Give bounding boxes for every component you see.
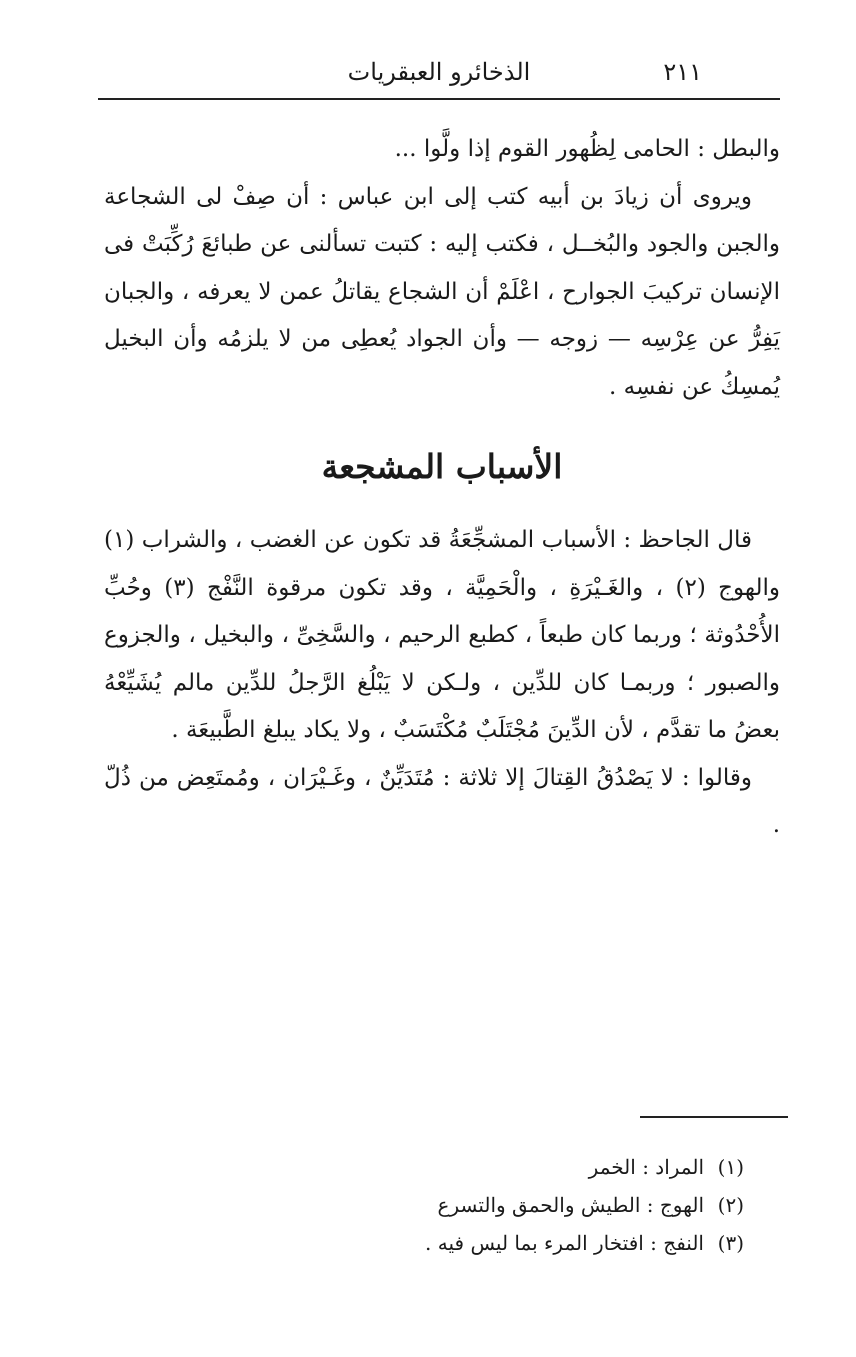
footnote-text: الهوج : الطيش والحمق والتسرع: [437, 1193, 704, 1217]
footnote-text: النفج : افتخار المرء بما ليس فيه .: [425, 1231, 704, 1255]
footnote-text: المراد : الخمر: [588, 1155, 704, 1179]
paragraph-qalu: وقالوا : لا يَصْدُقُ القِتالَ إلا ثلاثة : مُتَدَيِّنٌ ، وغَـيْرَان ، ومُمتَعِض من ذُلّ .: [104, 764, 780, 838]
footnote-number: (٢): [717, 1193, 744, 1217]
page-number: ٢١١: [663, 58, 702, 86]
paragraph-jahiz: قال الجاحظ : الأسباب المشجِّعَةُ قد تكون عن الغضب ، والشراب (١) والهوج (٢) ، والغَـيْرَةِ ، والْحَمِيَّة ، وقد تكون مرقوة النَّفْج (٣) وحُبِّ الأُحْدُوثة ؛ وربما كان طبعاً ، كطبع الرحيم ، والسَّخِىِّ ، والبخيل ، والجزوع والصبور ؛ وربمـا كان للدِّين ، ولـكن لا يَبْلُغ الرَّجلُ للدِّين مالم يُشَيِّعْهُ بعضُ ما تقدَّم ، لأن الدِّينَ مُجْتَلَبٌ مُكْتَسَبٌ ، ولا يكاد يبلغ الطَّبيعَة .: [104, 527, 781, 743]
footnote-item: [324, 1224, 744, 1262]
footnote-item: [324, 1148, 744, 1186]
running-title: الذخائرو العبقريات: [347, 58, 531, 86]
footnotes: [324, 1148, 744, 1262]
footnote-number: (٣): [717, 1231, 744, 1255]
running-header: [98, 56, 780, 100]
footnote-item: [324, 1186, 744, 1224]
footnote-number: (١): [717, 1155, 744, 1179]
verse-line: والبطل : الحامى لِظُهور القوم إذا ولَّوا ...: [394, 136, 780, 162]
paragraph-ziyad: ويروى أن زيادَ بن أبيه كتب إلى ابن عباس : أن صِفْ لى الشجاعة والجبن والجود والبُخــل ، فكتب إليه : كتبت تسألنى عن طبائعَ رُكِّبَتْ فى الإنسان تركيبَ الجوارح ، اعْلَمْ أن الشجاع يقاتلُ عمن لا يعرفه ، والجبان يَفِرُّ عن عِرْسِه — زوجه — وأن الجواد يُعطِى من لا يلزمُه وأن البخيل يُمسِكُ عن نفسِه .: [104, 183, 780, 400]
section-heading: الأسباب المشجعة: [321, 447, 563, 486]
footnote-separator: [640, 1116, 788, 1118]
main-text: [104, 126, 780, 850]
